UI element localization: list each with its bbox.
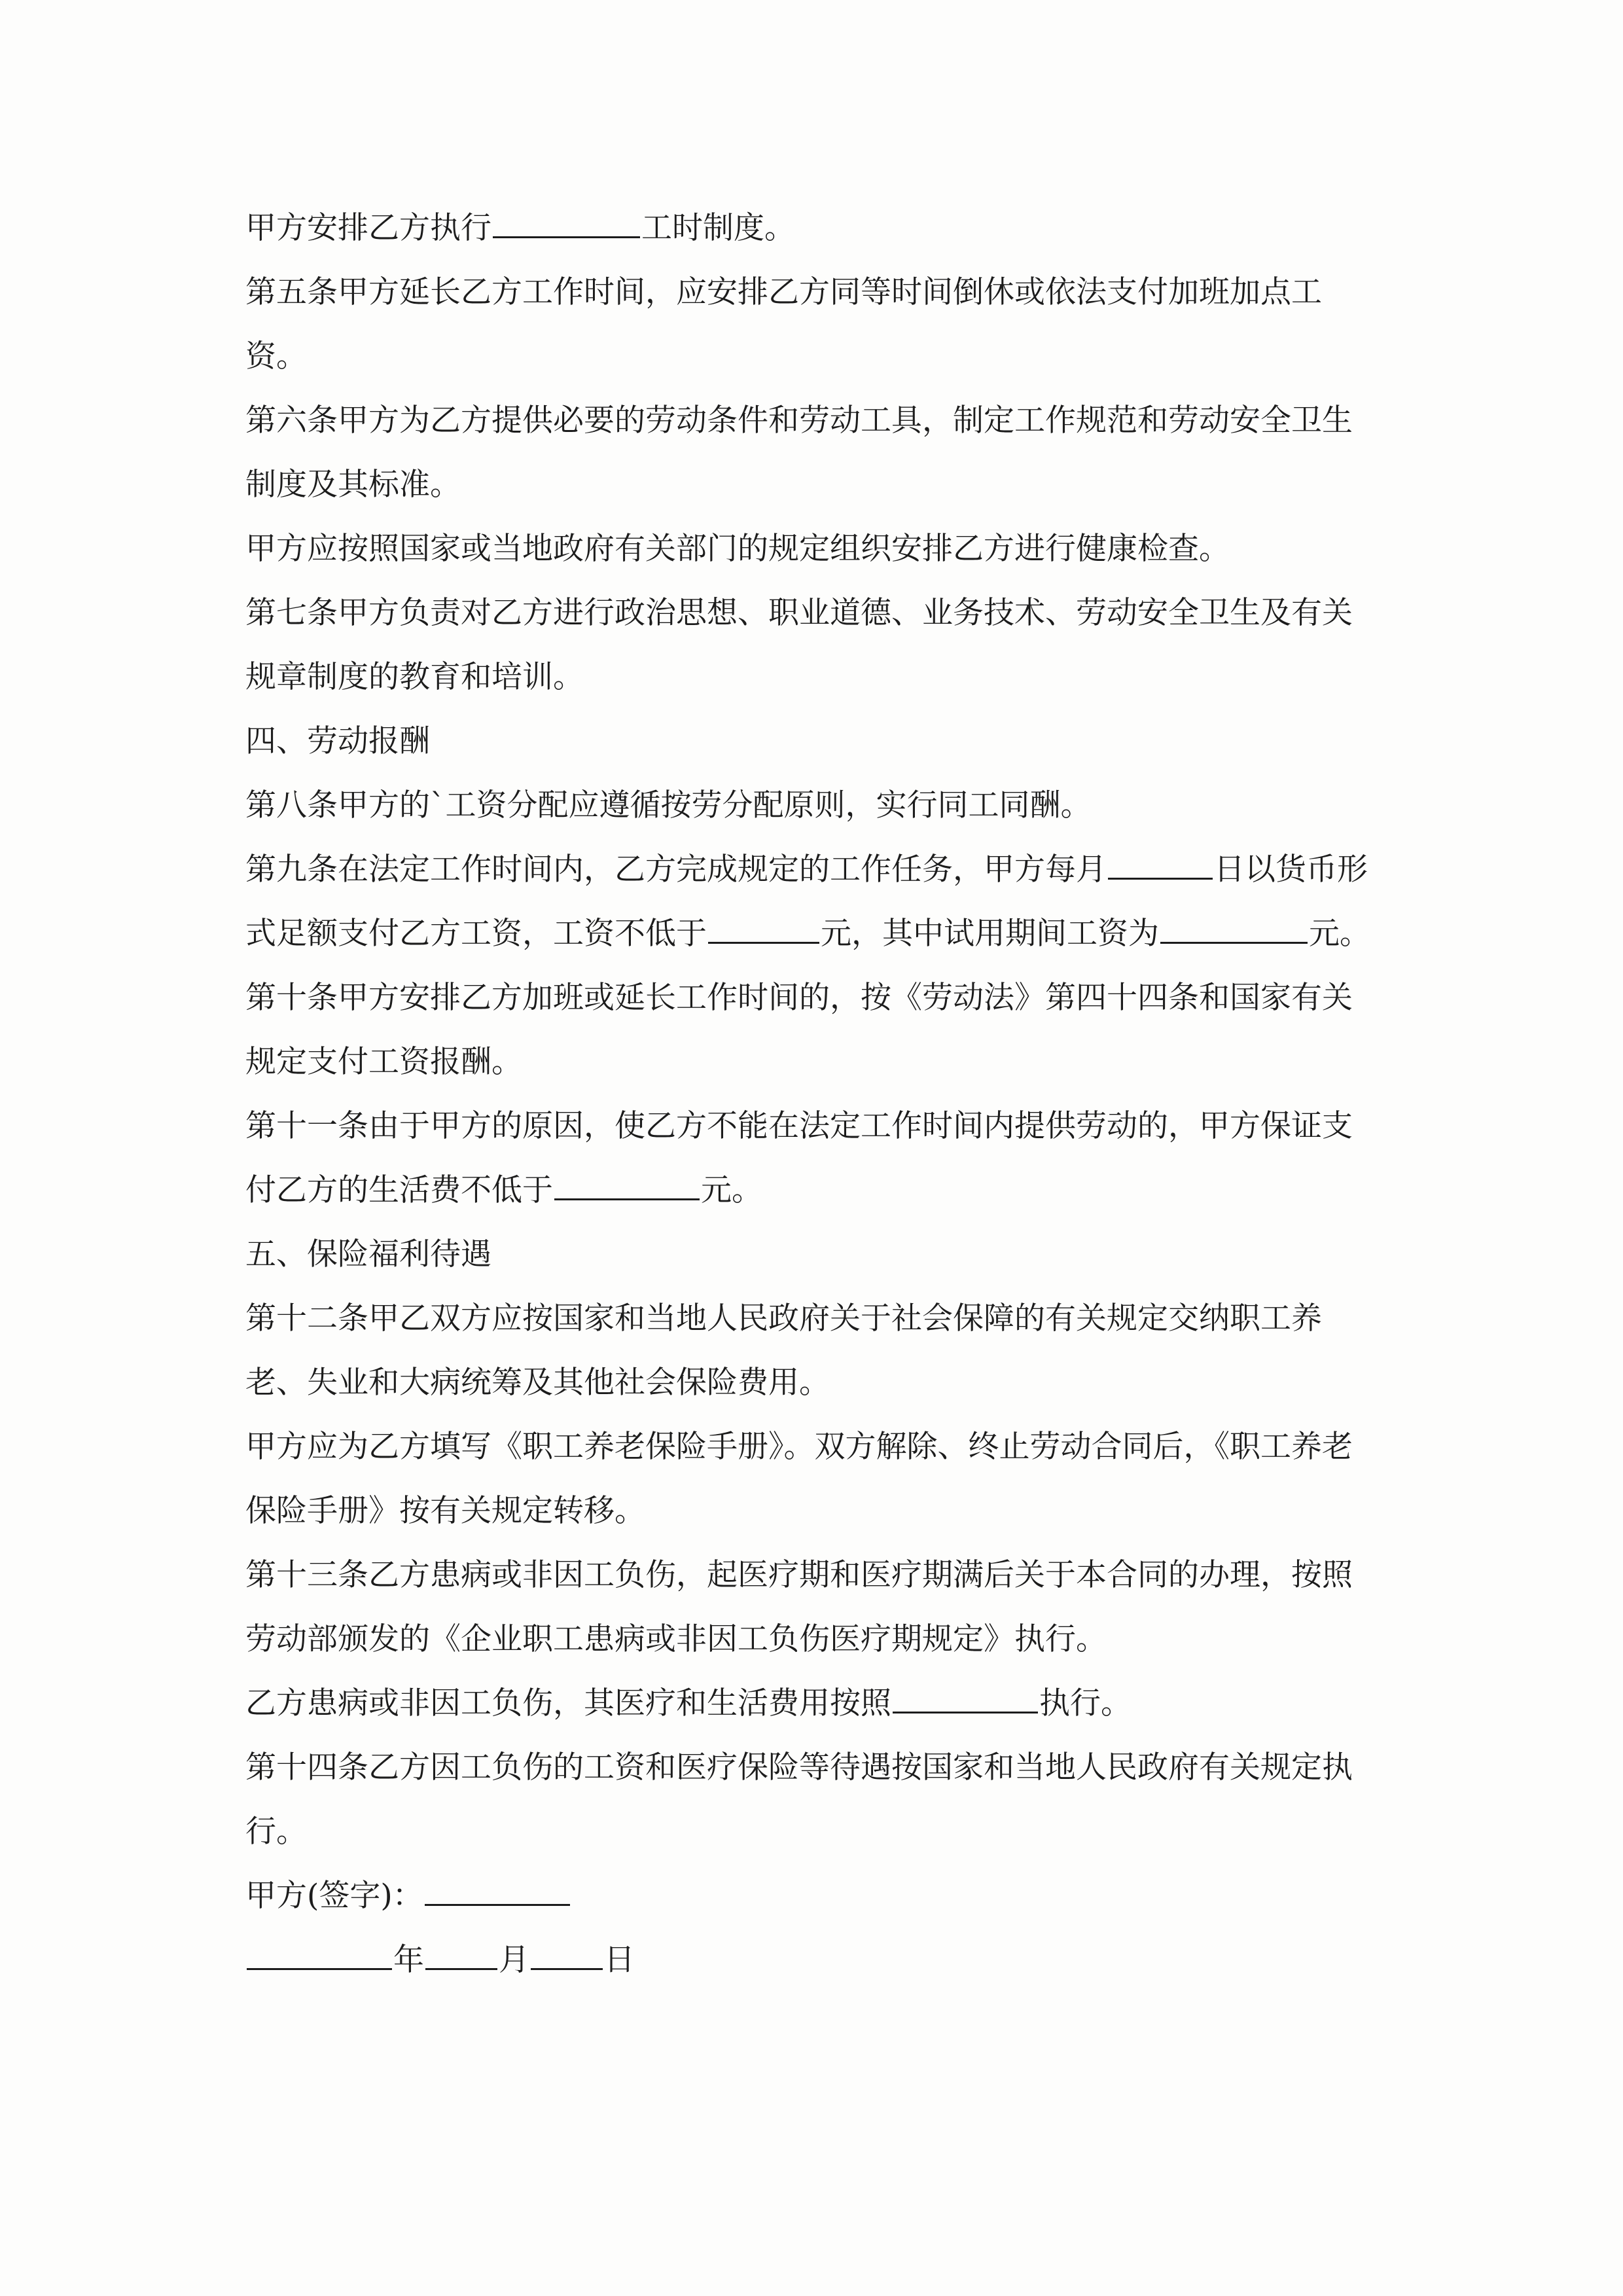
blank-field [554,1175,700,1200]
paragraph-article-5: 第五条甲方延长乙方工作时间，应安排乙方同等时间倒休或依法支付加班加点工资。 [245,274,1322,374]
paragraph-article-14: 第十四条乙方因工负伤的工资和医疗保险等待遇按国家和当地人民政府有关规定执行。 [245,1749,1353,1850]
section-heading-remuneration: 四、劳动报酬 [245,723,430,759]
blank-field [1108,854,1213,880]
month-blank [425,1945,497,1970]
paragraph-medical-expenses [245,1672,1381,1736]
text: 第十一条由于甲方的原因，使乙方不能在法定工作时间内提供劳动的，甲方保证支付乙方的生活费不低于 [245,1108,1353,1208]
paragraph-work-hours [245,196,1381,260]
blank-field [493,213,640,238]
year-label: 年 [393,1942,424,1978]
paragraph-article-9 [245,838,1381,966]
paragraph-pension-handbook: 甲方应为乙方填写《职工养老保险手册》。双方解除、终止劳动合同后，《职工养老保险手册》按有关规定转移。 [245,1429,1353,1529]
paragraph-article-11 [245,1094,1381,1223]
paragraph-article-13: 第十三条乙方患病或非因工负伤，起医疗期和医疗期满后关于本合同的办理，按照劳动部颁发的《企业职工患病或非因工负伤医疗期规定》执行。 [245,1557,1353,1657]
signature-blank [425,1880,570,1906]
blank-field [708,918,819,944]
section-heading-insurance: 五、保险福利待遇 [245,1236,491,1272]
paragraph-article-7: 第七条甲方负责对乙方进行政治思想、职业道德、业务技术、劳动安全卫生及有关规章制度的教育和培训。 [245,595,1353,695]
day-blank [531,1945,603,1970]
text: 元，其中试用期间工资为 [821,916,1159,952]
text: 第九条在法定工作时间内，乙方完成规定的工作任务，甲方每月 [245,852,1107,888]
signature-label: 甲方(签字)： [245,1878,423,1914]
text: 元。 [1309,916,1370,952]
paragraph-article-8: 第八条甲方的`工资分配应遵循按劳分配原则，实行同工同酬。 [245,787,1092,823]
paragraph-health-check: 甲方应按照国家或当地政府有关部门的规定组织安排乙方进行健康检查。 [245,531,1230,567]
text: 乙方患病或非因工负伤，其医疗和生活费用按照 [245,1685,891,1721]
month-label: 月 [499,1942,529,1978]
blank-field [893,1688,1038,1713]
paragraph-article-6: 第六条甲方为乙方提供必要的劳动条件和劳动工具，制定工作规范和劳动安全卫生制度及其标准。 [245,403,1353,503]
signature-line [245,1864,1381,1928]
text: 执行。 [1039,1685,1132,1721]
date-line [245,1928,1381,1992]
year-blank [247,1945,392,1970]
text: 日以货币形式足额支付乙方工资，工资不低于 [245,852,1368,952]
day-label: 日 [604,1942,635,1978]
contract-body [245,196,1381,1992]
paragraph-article-10: 第十条甲方安排乙方加班或延长工作时间的，按《劳动法》第四十四条和国家有关规定支付工资报酬。 [245,980,1353,1080]
text: 甲方安排乙方执行 [245,210,491,246]
text: 工时制度。 [641,210,795,246]
paragraph-article-12: 第十二条甲乙双方应按国家和当地人民政府关于社会保障的有关规定交纳职工养老、失业和大病统筹及其他社会保险费用。 [245,1300,1322,1401]
blank-field [1160,918,1308,944]
text: 元。 [701,1172,762,1208]
